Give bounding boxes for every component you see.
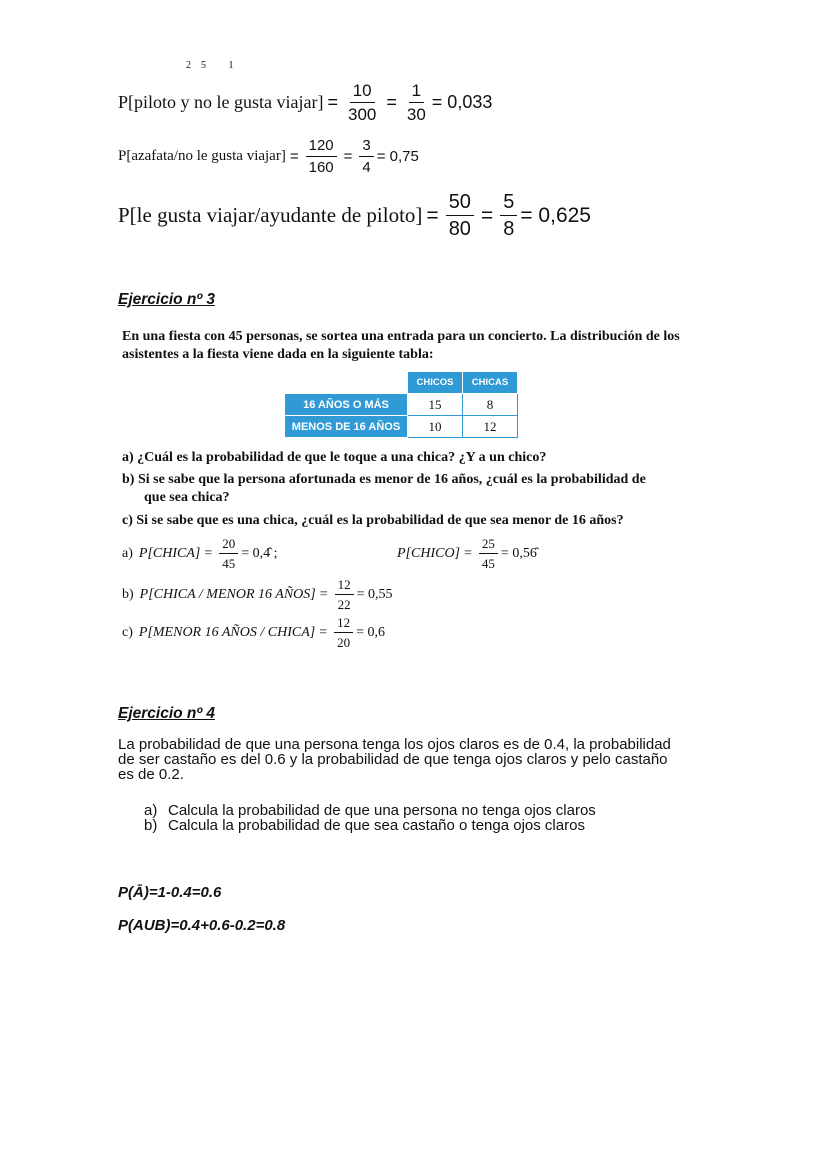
denominator: 4 (362, 159, 371, 176)
denominator: 20 (337, 635, 351, 650)
formula-label: P[le gusta viajar/ayudante de piloto] (118, 203, 423, 227)
answer-label: P[MENOR 16 AÑOS / CHICA] (138, 624, 316, 640)
denominator: 8 (503, 218, 515, 240)
equals-sign: = (319, 624, 328, 640)
list-marker: a) (144, 802, 158, 819)
numerator: 25 (479, 537, 498, 554)
exercise-3-intro: En una fiesta con 45 personas, se sortea una entrada para un concierto. La distribución de los asistentes a la fiesta viene dada en la siguiente tabla: (122, 329, 680, 362)
equals-sign: = (204, 545, 213, 561)
column-header: CHICOS (408, 372, 463, 394)
answer-a (122, 537, 278, 570)
equals-sign: = (343, 148, 353, 165)
fraction (500, 192, 517, 239)
row-header: MENOS DE 16 AÑOS (285, 416, 408, 438)
table-corner (285, 372, 408, 394)
formula-result: = 0,75 (376, 148, 419, 165)
equals-sign: = (289, 148, 299, 165)
formula-azafata (118, 138, 419, 175)
table-cell: 10 (408, 416, 463, 438)
answer-marker: b) (122, 586, 134, 602)
question-b-line2: que sea chica? (144, 490, 230, 505)
fraction (219, 537, 238, 570)
fraction (334, 616, 353, 649)
fraction (359, 138, 373, 175)
exercise-4-paragraph: La probabilidad de que una persona tenga los ojos claros es de 0.4, la probabilidad de ser castaño es del 0.6 y la probabilidad de que tenga ojos claros y pelo castaño es de 0.2. (118, 736, 671, 783)
table-cell: 15 (408, 394, 463, 416)
result-a-union-b: P(AUB)=0.4+0.6-0.2=0.8 (118, 917, 286, 934)
answer-label: P[CHICO] (397, 545, 461, 561)
numerator: 5 (500, 192, 517, 216)
question-a: a) ¿Cuál es la probabilidad de que le toque a una chica? ¿Y a un chico? (122, 450, 547, 465)
equals-sign: = (386, 92, 397, 112)
answer-result: = 0,55 (356, 586, 393, 602)
answer-b (122, 578, 393, 611)
formula-result: = 0,033 (431, 92, 493, 112)
equals-sign: = (426, 203, 439, 227)
column-header: CHICAS (463, 372, 518, 394)
denominator: 45 (481, 556, 495, 571)
list-item-text: Calcula la probabilidad de que una persona no tenga ojos claros (168, 802, 596, 819)
denominator: 30 (406, 105, 426, 124)
denominator: 300 (347, 105, 377, 124)
table-row (285, 394, 518, 416)
formula-piloto (118, 82, 492, 123)
row-header: 16 AÑOS O MÁS (285, 394, 408, 416)
numerator: 20 (219, 537, 238, 554)
answer-result: = 0,4̂ ; (241, 545, 278, 561)
answer-label: P[CHICA / MENOR 16 AÑOS] (139, 586, 316, 602)
formula-result: = 0,625 (520, 203, 591, 227)
numerator: 120 (306, 138, 337, 157)
denominator: 80 (448, 218, 471, 240)
answer-marker: a) (122, 545, 133, 561)
exercise-3-title: Ejercicio nº 3 (118, 291, 215, 308)
numerator: 12 (334, 616, 353, 633)
list-item-text: Calcula la probabilidad de que sea castaño o tenga ojos claros (168, 817, 585, 834)
equals-sign: = (327, 92, 338, 112)
table-row (285, 416, 518, 438)
attendees-table (284, 371, 518, 438)
fraction (404, 82, 429, 123)
page-mark: 25 1 (186, 60, 244, 71)
numerator: 1 (409, 82, 424, 103)
formula-ayudante (118, 192, 591, 239)
equals-sign: = (319, 586, 328, 602)
question-c: c) Si se sabe que es una chica, ¿cuál es la probabilidad de que sea menor de 16 años? (122, 513, 624, 528)
numerator: 12 (335, 578, 354, 595)
exercise-4-title: Ejercicio nº 4 (118, 705, 215, 722)
list-item (144, 803, 596, 818)
fraction (335, 578, 354, 611)
answer-label: P[CHICA] (138, 545, 201, 561)
formula-label: P[piloto y no le gusta viajar] (118, 92, 324, 112)
formula-label: P[azafata/no le gusta viajar] (118, 148, 286, 164)
equals-sign: = (464, 545, 472, 561)
answer-result: = 0,56̂ (500, 545, 537, 561)
list-marker: b) (144, 817, 158, 834)
table-cell: 12 (463, 416, 518, 438)
result-not-a: P(Ā)=1-0.4=0.6 (118, 884, 222, 901)
equals-sign: = (480, 203, 494, 227)
answer-marker: c) (122, 624, 133, 640)
denominator: 160 (308, 159, 334, 176)
answer-result: = 0,6 (356, 624, 386, 640)
list-item (144, 818, 596, 833)
denominator: 22 (337, 597, 351, 612)
numerator: 50 (446, 192, 474, 216)
table-header-row (285, 372, 518, 394)
question-b-line1: b) Si se sabe que la persona afortunada es menor de 16 años, ¿cuál es la probabilidad de (122, 472, 646, 487)
table-cell: 8 (463, 394, 518, 416)
denominator: 45 (222, 556, 236, 571)
fraction (306, 138, 337, 175)
fraction (479, 537, 498, 570)
fraction (345, 82, 379, 123)
numerator: 3 (359, 138, 373, 157)
exercise-4-list (144, 803, 596, 833)
answer-a-chico (397, 537, 537, 570)
numerator: 10 (350, 82, 375, 103)
answer-c (122, 616, 385, 649)
fraction (446, 192, 474, 239)
